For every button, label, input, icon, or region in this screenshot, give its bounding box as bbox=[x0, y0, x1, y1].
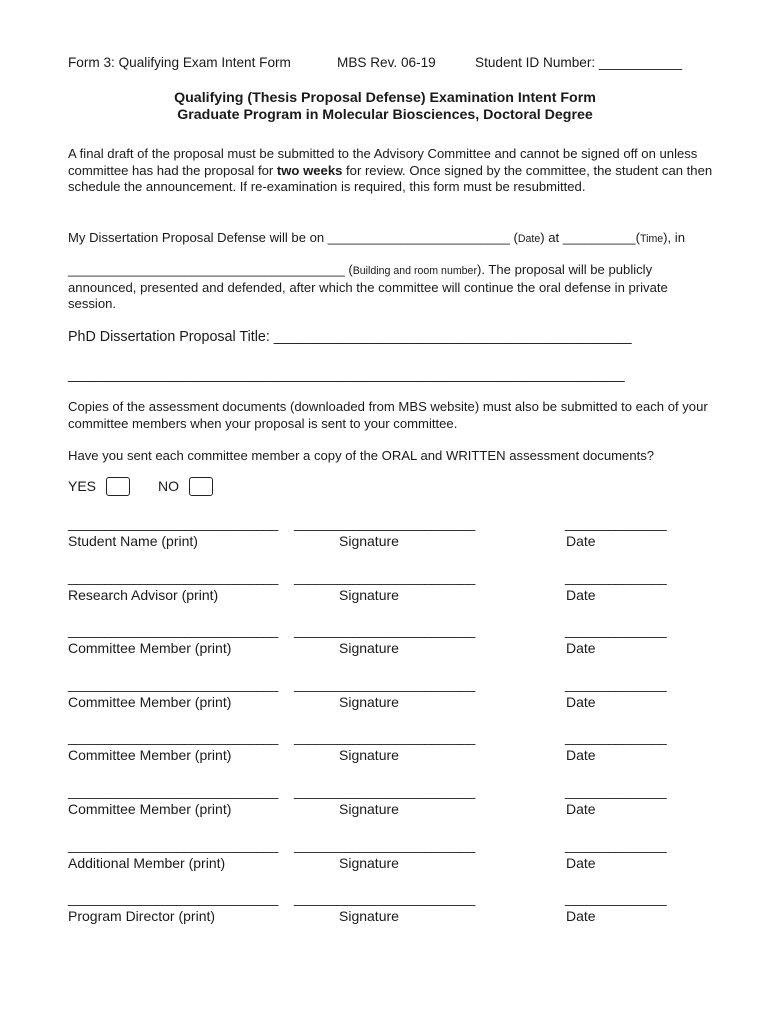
defense-lead: My Dissertation Proposal Defense will be on _________________________ ( bbox=[68, 230, 518, 245]
intro-paragraph bbox=[68, 146, 718, 196]
date-line[interactable]: ______________ bbox=[565, 891, 667, 907]
signature-row bbox=[0, 784, 770, 824]
form-title: Qualifying (Thesis Proposal Defense) Examination Intent Form bbox=[174, 90, 596, 106]
role-label: Committee Member (print) bbox=[68, 801, 232, 817]
no-option[interactable] bbox=[158, 478, 213, 497]
building-hint: Building and room number bbox=[352, 265, 477, 277]
signature-row bbox=[0, 570, 770, 610]
date-label: Date bbox=[566, 640, 596, 657]
signature-line[interactable]: _________________________ bbox=[294, 784, 476, 799]
date-label: Date bbox=[566, 747, 596, 764]
revision-label: MBS Rev. 06-19 bbox=[337, 55, 436, 70]
no-label: NO bbox=[158, 478, 179, 495]
name-print-line[interactable]: _____________________________ bbox=[68, 569, 279, 585]
student-id-field[interactable]: Student ID Number: ___________ bbox=[475, 55, 683, 70]
role-label: Student Name (print) bbox=[68, 533, 198, 549]
defense-date-line[interactable] bbox=[68, 230, 685, 245]
date-line[interactable]: ______________ bbox=[565, 623, 667, 639]
yes-label: YES bbox=[68, 478, 97, 495]
signature-label: Signature bbox=[339, 586, 399, 603]
date-label: Date bbox=[566, 908, 596, 925]
role-label: Program Director (print) bbox=[68, 908, 216, 925]
date-label: Date bbox=[566, 586, 596, 603]
role-label: Research Advisor (print) bbox=[68, 586, 219, 603]
date-label: Date bbox=[566, 854, 596, 871]
signature-label: Signature bbox=[339, 908, 399, 925]
defense-tail: ), in bbox=[663, 230, 685, 245]
date-line[interactable]: ______________ bbox=[565, 837, 667, 853]
time-hint: Time bbox=[640, 233, 664, 245]
name-print-line[interactable]: _____________________________ bbox=[68, 891, 279, 907]
name-print-line[interactable]: _____________________________ bbox=[68, 623, 279, 639]
location-blank[interactable]: ______________________________________ ( bbox=[68, 262, 353, 277]
proposal-title-field[interactable]: PhD Dissertation Proposal Title: _____________________________________________ bbox=[68, 329, 632, 345]
signature-label: Signature bbox=[339, 533, 399, 549]
name-print-line[interactable]: _____________________________ bbox=[68, 676, 279, 692]
copies-note: Copies of the assessment documents (downloaded from MBS website) must also be submitted to each of your committee members when your proposal is sent to your committee. bbox=[68, 399, 708, 431]
date-label: Date bbox=[566, 533, 596, 549]
signature-row bbox=[0, 623, 770, 663]
date-line[interactable]: ______________ bbox=[565, 569, 667, 585]
role-label: Committee Member (print) bbox=[68, 747, 232, 764]
signature-row bbox=[0, 891, 770, 931]
signature-line[interactable]: _________________________ bbox=[294, 837, 476, 853]
signature-label: Signature bbox=[339, 693, 399, 710]
signature-line[interactable]: _________________________ bbox=[294, 891, 476, 907]
name-print-line[interactable]: _____________________________ bbox=[68, 516, 279, 531]
signature-row bbox=[0, 516, 770, 556]
no-checkbox[interactable] bbox=[189, 477, 213, 496]
yes-option[interactable] bbox=[68, 478, 130, 497]
signature-label: Signature bbox=[339, 854, 399, 871]
program-title: Graduate Program in Molecular Biosciences, Doctoral Degree bbox=[177, 107, 593, 123]
date-label: Date bbox=[566, 693, 596, 710]
intro-part1: A final draft of the proposal must be submitted to the Advisory Committee and cannot be signed off on unless committee has had the proposal for bbox=[68, 146, 698, 178]
signature-line[interactable]: _________________________ bbox=[294, 569, 476, 585]
signature-row bbox=[0, 730, 770, 770]
defense-location-paragraph[interactable] bbox=[68, 262, 718, 313]
date-line[interactable]: ______________ bbox=[565, 730, 667, 746]
date-line[interactable]: ______________ bbox=[565, 784, 667, 799]
signature-label: Signature bbox=[339, 640, 399, 657]
name-print-line[interactable]: _____________________________ bbox=[68, 784, 279, 799]
defense-mid: ) at __________( bbox=[540, 230, 641, 245]
signature-line[interactable]: _________________________ bbox=[294, 676, 476, 692]
signature-label: Signature bbox=[339, 747, 399, 764]
proposal-title-line2[interactable]: ______________________________________________________________________ bbox=[68, 367, 625, 383]
signature-row bbox=[0, 838, 770, 878]
name-print-line[interactable]: _____________________________ bbox=[68, 730, 279, 746]
name-print-line[interactable]: _____________________________ bbox=[68, 837, 279, 853]
role-label: Committee Member (print) bbox=[68, 640, 232, 657]
signature-label: Signature bbox=[339, 801, 399, 817]
signature-line[interactable]: _________________________ bbox=[294, 623, 476, 639]
signature-line[interactable]: _________________________ bbox=[294, 730, 476, 746]
yes-checkbox[interactable] bbox=[106, 477, 130, 496]
role-label: Additional Member (print) bbox=[68, 854, 226, 871]
signature-line[interactable]: _________________________ bbox=[294, 516, 476, 531]
date-line[interactable]: ______________ bbox=[565, 516, 667, 531]
assessment-question: Have you sent each committee member a copy of the ORAL and WRITTEN assessment documents? bbox=[68, 448, 655, 463]
date-hint: Date bbox=[517, 233, 541, 245]
defense-rest: ). The proposal will be publicly announced, presented and defended, after which the committee will continue the oral defense in private session. bbox=[68, 262, 668, 311]
date-line[interactable]: ______________ bbox=[565, 676, 667, 692]
date-label: Date bbox=[566, 801, 596, 817]
intro-part2: for review. Once signed by the committee, the student can then schedule the announcement. If re-examination is required, this form must be resubmitted. bbox=[68, 162, 713, 194]
intro-bold: two weeks bbox=[276, 162, 343, 178]
signature-row bbox=[0, 677, 770, 717]
form-name: Form 3: Qualifying Exam Intent Form bbox=[68, 55, 291, 70]
role-label: Committee Member (print) bbox=[68, 693, 232, 710]
